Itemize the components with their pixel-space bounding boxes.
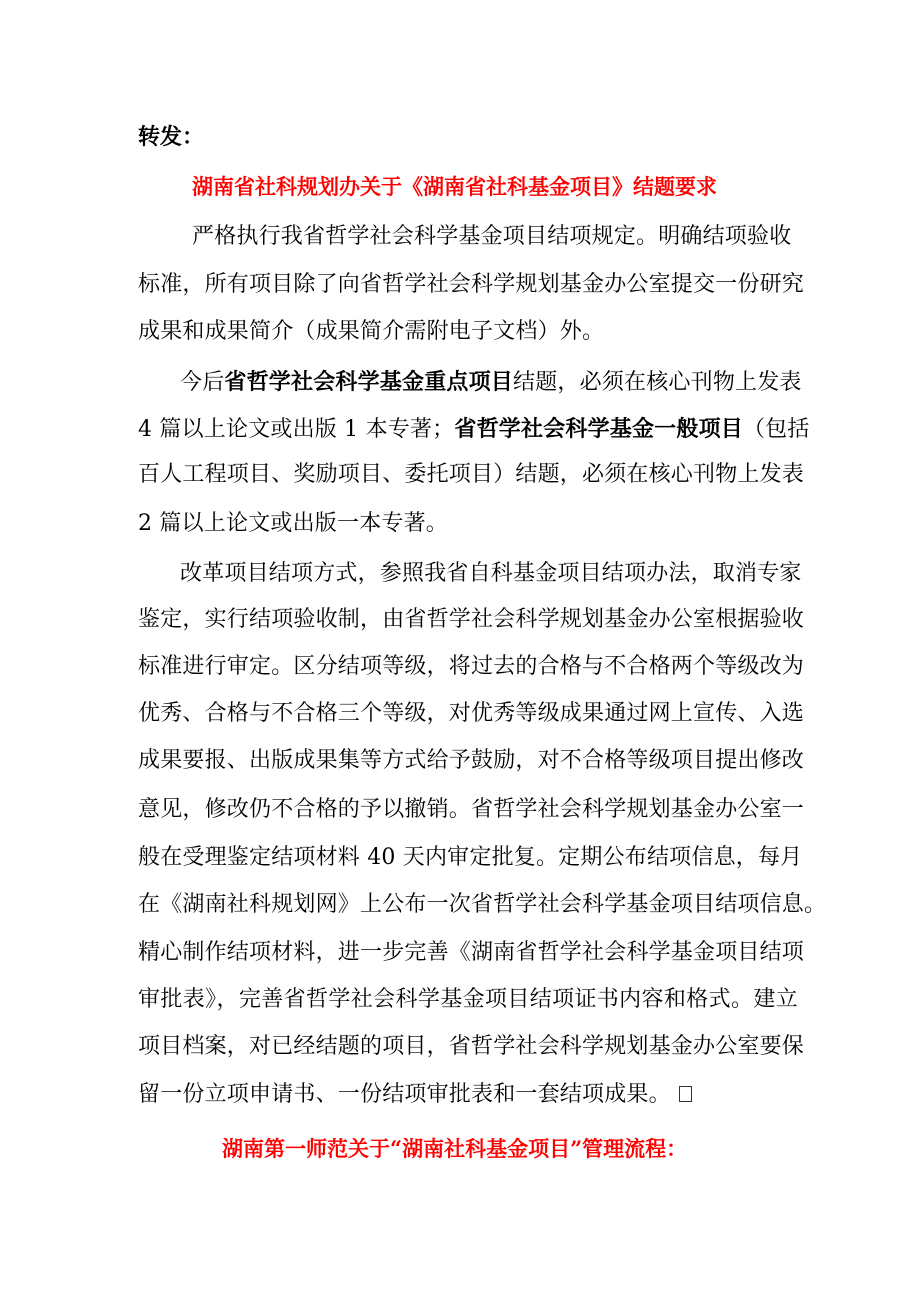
para2-line4: 2 篇以上论文或出版一本专著。 [138, 511, 448, 536]
para3-line9: 精心制作结项材料，进一步完善《湖南省哲学社会科学基金项目结项 [138, 940, 805, 965]
para3-line7: 般在受理鉴定结项材料 40 天内审定批复。定期公布结项信息，每月 [138, 845, 803, 870]
para3-line6: 意见，修改仍不合格的予以撤销。省哲学社会科学规划基金办公室一 [138, 797, 805, 822]
para3-line4: 优秀、合格与不合格三个等级，对优秀等级成果通过网上宣传、入选 [138, 701, 805, 726]
para1-line1: 严格执行我省哲学社会科学基金项目结项规定。明确结项验收 [192, 224, 792, 249]
para1-line3: 成果和成果简介（成果简介需附电子文档）外。 [138, 319, 605, 344]
para3-line10: 审批表》，完善省哲学社会科学基金项目结项证书内容和格式。建立 [138, 987, 798, 1012]
para2-text: 4 篇以上论文或出版 1 本专著； [138, 417, 455, 442]
para1-line2: 标准，所有项目除了向省哲学社会科学规划基金办公室提交一份研究 [138, 272, 805, 297]
section-title-requirements: 湖南省社科规划办关于《湖南省社科基金项目》结题要求 [192, 174, 717, 199]
general-project-term: 省哲学社会科学基金一般项目 [454, 416, 743, 442]
placeholder-box-icon [679, 1086, 692, 1102]
para2-text: 今后 [180, 370, 225, 395]
para3-line8: 在《湖南社科规划网》上公布一次省哲学社会科学基金项目结项信息。 [138, 892, 827, 917]
para2-line2 [138, 414, 810, 445]
section-title-process: 湖南第一师范关于“湖南社科基金项目”管理流程： [222, 1136, 688, 1161]
para3-last-text: 留一份立项申请书、一份结项审批表和一套结项成果。 [138, 1082, 671, 1107]
para3-line3: 标准进行审定。区分结项等级，将过去的合格与不合格两个等级改为 [138, 654, 805, 679]
para2-text: （包括 [742, 417, 810, 442]
key-project-term: 省哲学社会科学基金重点项目 [224, 369, 514, 395]
para3-line5: 成果要报、出版成果集等方式给予鼓励，对不合格等级项目提出修改 [138, 748, 805, 773]
para3-line12 [138, 1080, 798, 1110]
para3-line11: 项目档案，对已经结题的项目，省哲学社会科学规划基金办公室要保 [138, 1034, 805, 1059]
para2-line1 [180, 367, 840, 398]
forward-label: 转发： [138, 124, 205, 150]
para3-line1: 改革项目结项方式，参照我省自科基金项目结项办法，取消专家 [180, 561, 802, 586]
para2-text: 结题，必须在核心刊物上发表 [513, 370, 802, 395]
para2-line3: 百人工程项目、奖励项目、委托项目）结题，必须在核心刊物上发表 [138, 462, 805, 487]
para3-line2: 鉴定，实行结项验收制，由省哲学社会科学规划基金办公室根据验收 [138, 607, 805, 632]
